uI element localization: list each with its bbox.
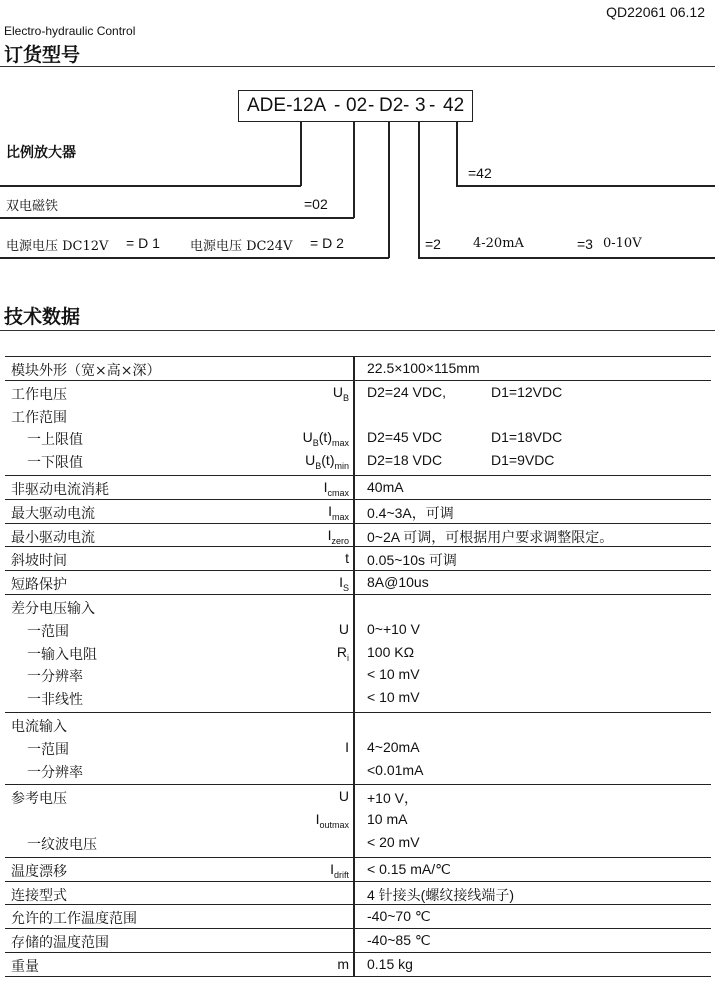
spec-row [5, 857, 711, 881]
spec-label: 一下限值 [27, 455, 83, 472]
spec-line [5, 831, 711, 854]
connector-line [0, 217, 354, 219]
ordering-title: 订货型号 [4, 44, 81, 66]
spec-symbol: $U_B(t)_{min}$ [305, 452, 349, 471]
connector-line [456, 185, 715, 187]
spec-label: 一分辨率 [27, 669, 83, 686]
spec-value: 0~+10 V [367, 620, 420, 637]
code-sep: - [403, 95, 410, 116]
spec-table [5, 356, 711, 977]
spec-row [5, 380, 711, 475]
spec-column-divider [353, 356, 355, 977]
code-solenoid: 02 [346, 95, 368, 116]
spec-label: 非驱动电流消耗 [11, 481, 109, 498]
variant-option: =42 [468, 165, 492, 181]
code-sep: - [368, 95, 375, 116]
spec-label: 电流输入 [11, 718, 67, 735]
spec-value: 8A@10us [367, 574, 429, 591]
supply-24v-code: = D 2 [310, 235, 344, 251]
spec-symbol: $I_{cmax}$ [323, 478, 349, 498]
spec-row [5, 881, 711, 905]
spec-value: D2=45 VDC [367, 429, 443, 446]
spec-row [5, 712, 711, 784]
spec-label: 一上限值 [27, 432, 83, 449]
spec-line [5, 808, 711, 831]
spec-label: 短路保护 [11, 577, 67, 594]
spec-value: 0.4~3A，可调 [367, 504, 454, 521]
spec-line [5, 929, 711, 952]
spec-label: 连接型式 [11, 887, 67, 904]
spec-value-alt: D1=12VDC [491, 383, 563, 400]
spec-label: 允许的工作温度范围 [11, 911, 137, 928]
double-solenoid-code: =02 [304, 196, 328, 212]
spec-line [5, 713, 711, 736]
spec-symbol: m [337, 955, 349, 972]
spec-line [5, 524, 711, 547]
spec-label: 一输入电阻 [27, 646, 97, 663]
spec-value: 100 KΩ [367, 643, 415, 660]
spec-row [5, 475, 711, 499]
spec-value-alt: D1=18VDC [491, 429, 563, 446]
spec-row [5, 784, 711, 856]
spec-row [5, 356, 711, 380]
connector-line [456, 122, 458, 186]
code-sep: - [429, 95, 436, 116]
spec-line [5, 686, 711, 709]
spec-value: 0.05~10s 可调 [367, 552, 457, 569]
current-input-code: =2 [425, 236, 441, 252]
spec-symbol: $I_S$ [339, 574, 349, 593]
spec-row [5, 594, 711, 712]
spec-symbol: $I_{zero}$ [327, 526, 349, 546]
code-variant: 42 [443, 95, 465, 116]
spec-label: 工作范围 [11, 409, 67, 426]
spec-label: 差分电压输入 [11, 600, 95, 617]
spec-line [5, 426, 711, 449]
spec-line [5, 547, 711, 570]
spec-symbol: $I_{outmax}$ [315, 811, 349, 830]
spec-label: 一纹波电压 [27, 836, 97, 853]
connector-line [388, 122, 390, 258]
spec-symbol: $I_{drift}$ [330, 860, 349, 880]
spec-symbol: I [345, 738, 349, 755]
spec-line [5, 357, 711, 380]
spec-label: 参考电压 [11, 791, 67, 808]
code-model: ADE-12A [247, 95, 327, 116]
spec-line [5, 858, 711, 881]
spec-line [5, 641, 711, 664]
spec-label: 工作电压 [11, 386, 67, 403]
spec-row [5, 952, 711, 977]
supply-24v-label: 电源电压 DC24V [190, 239, 293, 254]
spec-label: 最大驱动电流 [11, 505, 95, 522]
voltage-input-code: =3 [577, 236, 593, 252]
spec-label: 一范围 [27, 741, 69, 758]
spec-value: < 0.15 mA/℃ [367, 860, 451, 877]
double-solenoid-label: 双电磁铁 [6, 199, 59, 214]
spec-label: 斜坡时间 [11, 553, 67, 570]
spec-line [5, 785, 711, 808]
spec-value: 22.5×100×115mm [367, 360, 480, 376]
spec-line [5, 882, 711, 905]
supply-12v-code: = D 1 [126, 235, 160, 251]
connector-line [418, 257, 715, 259]
current-input-range: 4-20mA [473, 236, 524, 251]
voltage-input-range: 0-10V [603, 236, 642, 251]
category-label: Electro-hydraulic Control [4, 24, 136, 38]
ordering-code-box [238, 90, 473, 122]
specs-divider [0, 330, 715, 331]
spec-line [5, 663, 711, 686]
connector-line [300, 122, 302, 186]
spec-symbol: U [338, 620, 349, 637]
spec-line [5, 571, 711, 594]
spec-value: D2=18 VDC [367, 452, 443, 469]
spec-line [5, 476, 711, 499]
spec-line [5, 618, 711, 641]
spec-line [5, 905, 711, 928]
spec-line [5, 595, 711, 618]
spec-value: < 20 mV [367, 833, 420, 850]
document-code: QD22061 06.12 [606, 4, 705, 20]
ordering-divider [0, 66, 715, 67]
code-sep: - [334, 95, 341, 116]
spec-value: 0~2A 可调，可根据用户要求调整限定。 [367, 528, 614, 545]
spec-symbol: $U_B(t)_{max}$ [302, 429, 349, 449]
connector-line [353, 122, 355, 218]
spec-value: < 10 mV [367, 689, 420, 706]
spec-symbol: $U_B$ [332, 383, 349, 403]
spec-line [5, 404, 711, 427]
spec-label: 重量 [11, 958, 39, 975]
code-supply: D2 [379, 95, 404, 116]
spec-label: 模块外形（宽×高×深） [11, 363, 161, 379]
spec-row [5, 546, 711, 570]
spec-symbol: $R_i$ [336, 643, 349, 663]
spec-value: D2=24 VDC, [367, 383, 446, 400]
code-input: 3 [415, 95, 426, 116]
spec-value: 40mA [367, 478, 404, 495]
spec-row [5, 523, 711, 547]
spec-line [5, 953, 711, 976]
spec-value: -40~70 ℃ [367, 908, 431, 925]
spec-line [5, 449, 711, 472]
spec-value: <0.01mA [367, 761, 424, 778]
product-label: 比例放大器 [6, 145, 76, 161]
spec-value: < 10 mV [367, 666, 420, 683]
spec-row [5, 904, 711, 928]
spec-line [5, 500, 711, 523]
spec-value: -40~85 ℃ [367, 932, 431, 949]
spec-value: 0.15 kg [367, 955, 413, 972]
spec-value: +10 V， [367, 790, 418, 807]
spec-symbol: U [338, 788, 349, 805]
spec-line [5, 381, 711, 404]
spec-line [5, 736, 711, 759]
spec-line [5, 759, 711, 782]
connector-line [418, 122, 420, 258]
spec-row [5, 928, 711, 952]
spec-value: 4~20mA [367, 738, 420, 755]
spec-label: 温度漂移 [11, 863, 67, 880]
connector-line [0, 185, 301, 187]
spec-value: 4 针接头(螺纹接线端子) [367, 886, 514, 903]
spec-value: 10 mA [367, 811, 408, 828]
specs-title: 技术数据 [4, 306, 81, 328]
connector-line [0, 257, 389, 259]
spec-value-alt: D1=9VDC [491, 452, 555, 469]
spec-label: 一范围 [27, 623, 69, 640]
spec-symbol: $I_{max}$ [328, 502, 349, 522]
spec-symbol: t [345, 550, 349, 567]
spec-row [5, 499, 711, 523]
supply-12v-label: 电源电压 DC12V [6, 239, 109, 254]
spec-row [5, 570, 711, 594]
spec-label: 一非线性 [27, 692, 83, 709]
spec-label: 一分辨率 [27, 764, 83, 781]
spec-label: 存储的温度范围 [11, 935, 109, 952]
spec-label: 最小驱动电流 [11, 529, 95, 546]
